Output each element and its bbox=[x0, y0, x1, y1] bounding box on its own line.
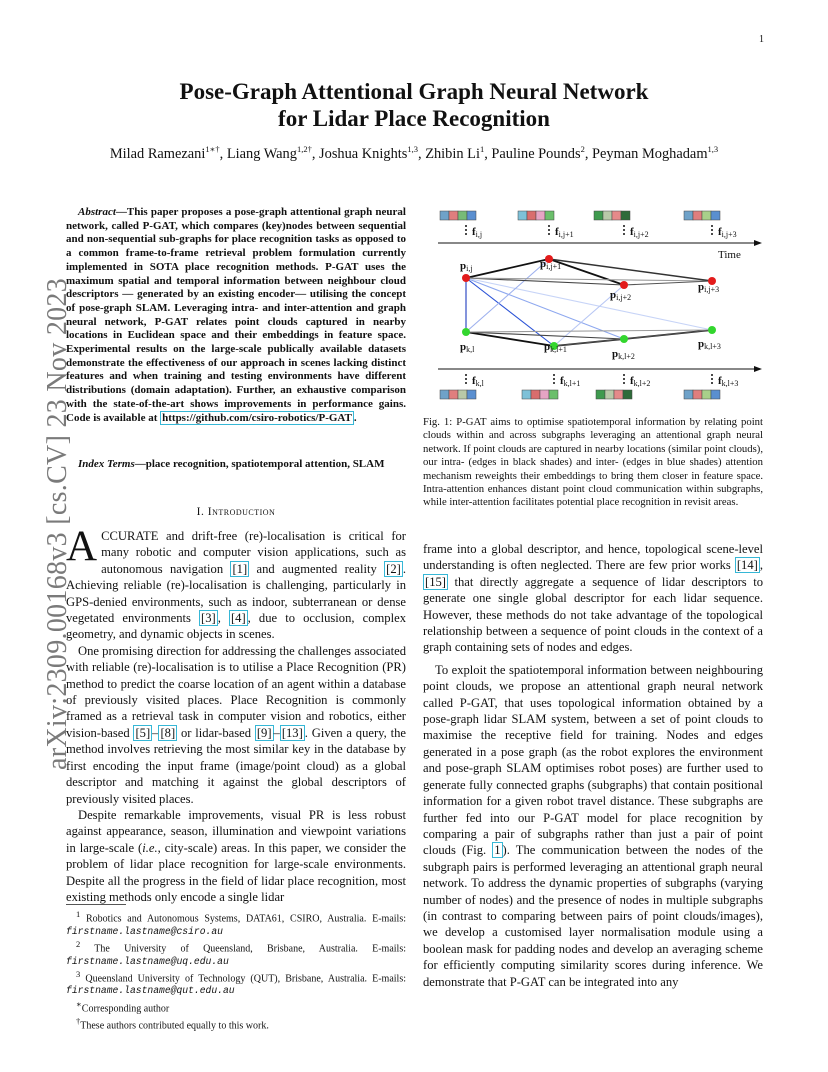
text: Robotics and Autonomous Systems, DATA61, CSIRO, Australia. E-mails: bbox=[80, 913, 406, 925]
citation-link[interactable]: [9] bbox=[256, 725, 272, 740]
figure-caption: Fig. 1: P-GAT aims to optimise spatiotemporal information by relating point clouds within and across subgraphs leveraging an attentional graph neural network. If point clouds are captured in nearby locations (similar point clouds), our intra- (edges in black shades) and inter- (edges in blue shades) attention mechanism reweights their embeddings to bring them closer in feature space. Intra-attention enhances distant point cloud communication within subgraphs, while inter-attention facilitates potential place recognition in revisit areas. bbox=[423, 416, 763, 509]
citation-link[interactable]: [14] bbox=[736, 558, 758, 573]
descriptor-label: fk,l+1 bbox=[560, 375, 581, 388]
email: firstname.lastname@qut.edu.au bbox=[66, 985, 235, 997]
time-arrow bbox=[438, 240, 762, 246]
text: Corresponding author bbox=[81, 1003, 170, 1015]
footnote bbox=[66, 908, 406, 938]
descriptor-strip bbox=[522, 390, 558, 399]
figure-reference-link[interactable]: 1 bbox=[494, 843, 501, 858]
descriptor-label: fk,l+2 bbox=[630, 375, 651, 388]
author-name: , Zhibin Li bbox=[418, 145, 480, 162]
text: frame into a global descriptor, and hence, topological scene-level understanding is often neglected. There are few prior works bbox=[423, 542, 763, 573]
footnote-mark: 1 bbox=[76, 909, 81, 919]
citation-link[interactable]: [4] bbox=[230, 611, 246, 626]
text: These authors contributed equally to this work. bbox=[80, 1020, 269, 1032]
arxiv-watermark: arXiv:2309.00168v3 [cs.CV] 23 Nov 2023 bbox=[42, 277, 73, 770]
text: . Achieving reliable (re)-localisation is challenging, particularly in GPS-denied environments, such as indoor, subterranean or dense vegetated environments bbox=[66, 561, 406, 626]
author-affiliation: 1,3 bbox=[407, 144, 418, 154]
intro-paragraph-2 bbox=[66, 643, 406, 807]
text: . Given a query, the method involves retrieving the most similar key in the database by first encoding the input frame (image/point cloud) as a global descriptor and matching it against the global descriptors of previously visited places. bbox=[66, 725, 406, 806]
node-label: pi,j+3 bbox=[698, 281, 720, 294]
text: To exploit the spatiotemporal information between neighbouring point clouds, we propose an attentional graph neural network called P-GAT, that uses topological information obtained by a pose-graph lidar SLAM system, between a set of point clouds to maximise the receptive field for training. Nodes and edges generated in a pose graph (as the robot explores the environment and pose-graph SLAM optimises robot poses) are further used to generate fully connected graphs (subgraphs) that contain positional information for a given robot travel distance. These subgraphs are further fed into our P-GAT model for place recognition by comparing a pair of subgraphs rather than just a pair of point clouds (Fig. bbox=[423, 662, 763, 858]
text: Despite remarkable improvements, visual PR is less robust against appearance, season, illumination and viewpoint variations in large-scale ( bbox=[66, 807, 406, 855]
abstract-text: —This paper proposes a pose-graph attentional graph neural network, called P-GAT, which compares (key)nodes between sequential and non-sequential sub-graphs for place recognition tasks as opposed to a common frame-to-frame retrieval problem formulation currently implemented in SOTA place recognition methods. P-GAT uses the maximum spatial and temporal information between neighbour cloud descriptors — generated by an existing encoder— utilising the concept of pose-graph SLAM. Leveraging intra- and inter-attention and graph neural network, P-GAT relates point clouds captured in nearby locations in Euclidean space and their embeddings in feature space. Experimental results on the large-scale publically available datasets demonstrate the effectiveness of our approach in scenes lacking distinct features and when training and testing environments have different distributions (domain adaptation). Further, an exhaustive comparison with the state-of-the-art shows improvements in performance gains. Code is available at bbox=[66, 206, 406, 424]
node-label: pk,l+3 bbox=[698, 338, 721, 351]
text: , bbox=[759, 558, 763, 573]
descriptor-strip bbox=[594, 211, 630, 220]
text: ). The communication between the nodes of the subgraph pairs is performed leveraging an attentional graph neural network. To address the dynamic properties of subgraphs (varying number of nodes) and the presence of nodes in multiple subgraphs (in contrast to comparing between pairs of point clouds/images), we develop a customised layer normalisation module using a boolean mask for padding nodes and develop an averaging scheme for efficiently computing similarity scores during inference. We demonstrate that P-GAT can be integrated into any bbox=[423, 843, 763, 989]
intro-paragraph-1 bbox=[66, 523, 406, 643]
citation-link[interactable]: [2] bbox=[386, 561, 401, 576]
descriptor-label: fk,l bbox=[472, 375, 484, 388]
text: , due to occlusion, complex geometry, and dynamic objects in scenes. bbox=[66, 611, 406, 642]
citation-link[interactable]: [8] bbox=[160, 725, 176, 740]
text: – bbox=[273, 725, 280, 740]
abstract bbox=[66, 206, 406, 425]
descriptor-strip bbox=[684, 211, 720, 220]
citation-link[interactable]: [13] bbox=[281, 725, 303, 740]
footnotes bbox=[66, 908, 406, 1033]
section-heading: I. Introduction bbox=[196, 506, 276, 518]
footnote-mark: † bbox=[76, 1016, 81, 1027]
citation-link[interactable]: [5] bbox=[135, 725, 151, 740]
author-name: , Liang Wang bbox=[219, 145, 297, 162]
text: or lidar-based bbox=[177, 725, 255, 740]
footnote-mark: 3 bbox=[76, 968, 81, 979]
title-line-2: for Lidar Place Recognition bbox=[278, 106, 550, 131]
text: One promising direction for addressing the challenges associated with reliable (re)-localisation is to utilise a Place Recognition (PR) method to predict the coarse location of an agent within a database of previously visited places. Place Recognition is commonly framed as a retrieval task in computer vision and robotics, either vision-based bbox=[66, 643, 406, 740]
author-affiliation: 2 bbox=[580, 144, 585, 154]
descriptor-label: fi,j+1 bbox=[555, 226, 574, 239]
author-affiliation: 1,3 bbox=[707, 144, 719, 154]
text: , city-scale) areas. In this paper, we consider the problem of lidar place recognition for large-scale environments. Despite all the progress in the field of lidar place recognition, most existing methods only encode a single lidar bbox=[66, 840, 406, 904]
intro-body bbox=[66, 523, 406, 905]
email: firstname.lastname@csiro.au bbox=[66, 925, 223, 937]
text: that directly aggregate a sequence of lidar descriptors to generate one single global descriptor for each lidar sequence. However, these methods do not take advantage of the topological relationship between a sequence of point clouds in the context of a graph containing sets of nodes and edges. bbox=[423, 574, 763, 655]
node-label: pi,j+2 bbox=[610, 289, 632, 302]
right-column-body bbox=[423, 541, 763, 990]
node-label: pk,l+2 bbox=[612, 348, 635, 361]
abstract-end: . bbox=[353, 411, 357, 424]
paragraph-continued bbox=[423, 541, 763, 656]
node-label: pk,l bbox=[460, 341, 475, 354]
author-affiliation: 1 bbox=[479, 144, 485, 154]
text: and augmented reality bbox=[249, 561, 385, 576]
citation-link[interactable]: [3] bbox=[201, 611, 216, 626]
index-terms-label: Index Terms bbox=[78, 458, 135, 470]
drop-cap: A bbox=[66, 523, 98, 570]
author-name: , Pauline Pounds bbox=[484, 145, 581, 162]
footnote-divider bbox=[66, 904, 126, 905]
footnote-mark: ∗ bbox=[76, 998, 82, 1009]
text: – bbox=[152, 725, 159, 740]
descriptor-label: fk,l+3 bbox=[718, 375, 739, 388]
email: firstname.lastname@uq.edu.au bbox=[66, 955, 229, 967]
descriptor-strip bbox=[440, 211, 476, 220]
title-line-1: Pose-Graph Attentional Graph Neural Network bbox=[179, 79, 649, 104]
time-arrow bbox=[438, 366, 762, 372]
figure-pgat-diagram bbox=[436, 202, 766, 402]
author-name: Milad Ramezani bbox=[109, 145, 206, 162]
footnote bbox=[66, 1015, 406, 1033]
node-label: pk,l+1 bbox=[544, 341, 567, 354]
index-terms-text: —place recognition, spatiotemporal attention, SLAM bbox=[134, 458, 385, 470]
author-affiliation: 1,2† bbox=[296, 144, 312, 154]
time-label: Time bbox=[718, 249, 741, 261]
descriptor-strip bbox=[518, 211, 554, 220]
author-name: , Joshua Knights bbox=[311, 145, 408, 162]
descriptor-label: fi,j bbox=[472, 226, 483, 239]
intra-attention-edges bbox=[466, 259, 712, 346]
descriptor-strip bbox=[440, 390, 476, 399]
citation-link[interactable]: [1] bbox=[232, 561, 248, 576]
node-label: pi,j bbox=[460, 260, 473, 273]
intro-paragraph-3 bbox=[66, 807, 406, 905]
descriptor-label: fi,j+3 bbox=[718, 226, 737, 239]
author-list bbox=[60, 144, 768, 163]
descriptor-strip bbox=[684, 390, 720, 399]
footnote bbox=[66, 938, 406, 968]
page-number: 1 bbox=[759, 34, 764, 45]
code-link[interactable]: https://github.com/csiro-robotics/P-GAT bbox=[162, 411, 352, 424]
text: i.e. bbox=[142, 840, 158, 855]
citation-link[interactable]: [15] bbox=[425, 574, 446, 589]
abstract-label: Abstract bbox=[78, 206, 116, 218]
text: , bbox=[217, 611, 229, 626]
node-label: pi,j+1 bbox=[540, 258, 562, 271]
paper-title bbox=[110, 78, 718, 132]
text: CCURATE and drift-free (re)-localisation is critical for many robotic and computer vision applications, such as autonomous navigation bbox=[101, 529, 406, 576]
text: Queensland University of Technology (QUT), Brisbane, Australia. E-mails: bbox=[80, 973, 406, 985]
author-name: , Peyman Moghadam bbox=[584, 145, 708, 162]
paragraph bbox=[423, 662, 763, 990]
index-terms bbox=[66, 458, 406, 472]
descriptor-label: fi,j+2 bbox=[630, 226, 649, 239]
footnote bbox=[66, 968, 406, 998]
author-affiliation: 1∗† bbox=[205, 144, 220, 154]
descriptor-strip bbox=[596, 390, 632, 399]
text: The University of Queensland, Brisbane, Australia. E-mails: bbox=[80, 943, 406, 955]
footnote bbox=[66, 998, 406, 1016]
footnote-mark: 2 bbox=[76, 938, 81, 949]
